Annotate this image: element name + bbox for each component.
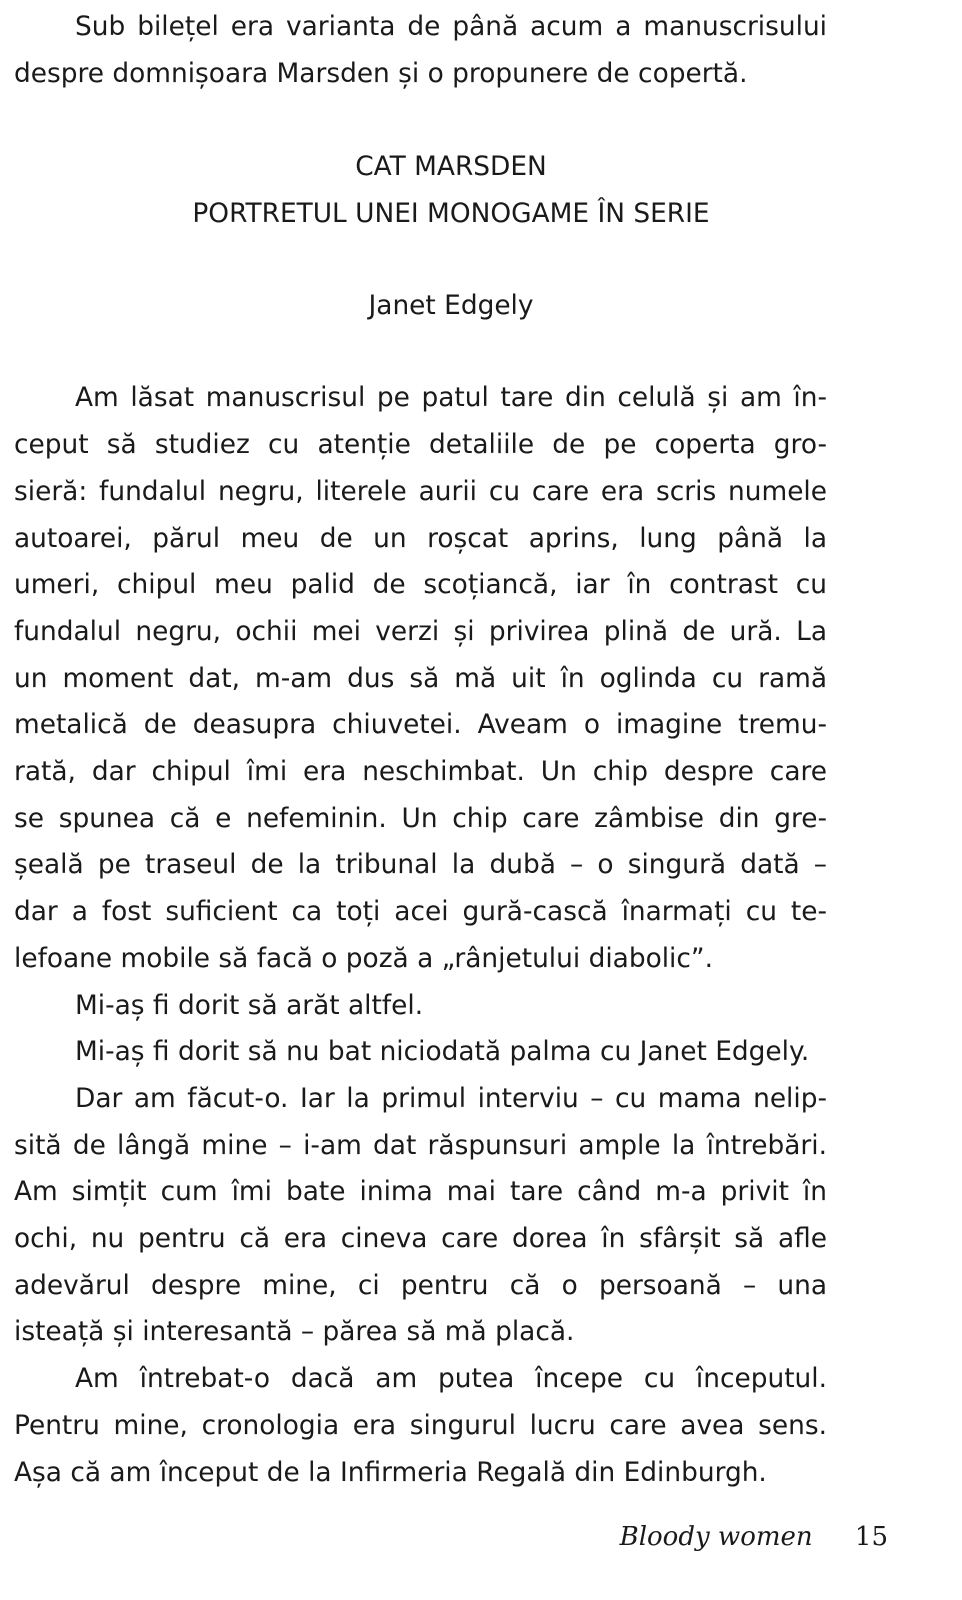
paragraph-beginning bbox=[14, 1356, 888, 1496]
text-line: Am simțit cum îmi bate inima mai tare când m-a privit în bbox=[14, 1176, 827, 1208]
text-line: metalică de deasupra chiuvetei. Aveam o imagine tremu- bbox=[14, 709, 827, 741]
text-line: adevărul despre mine, ci pentru că o persoană – una bbox=[14, 1269, 827, 1301]
text-line: Pentru mine, cronologia era singurul lucru care avea sens. bbox=[14, 1409, 827, 1441]
text-line: Dar am făcut-o. Iar la primul interviu – cu mama nelip- bbox=[75, 1082, 827, 1114]
title-line-1: CAT MARSDEN bbox=[355, 151, 547, 183]
text-line: Am lăsat manuscrisul pe patul tare din celulă și am în- bbox=[75, 382, 827, 414]
text-line: Am întrebat-o dacă am putea începe cu începutul. bbox=[75, 1363, 827, 1395]
text-line: rată, dar chipul îmi era neschimbat. Un chip despre care bbox=[14, 756, 827, 788]
page-number: 15 bbox=[854, 1522, 888, 1552]
running-title: Bloody women bbox=[619, 1522, 813, 1552]
paragraph-interview bbox=[14, 1076, 888, 1356]
text-line: sită de lângă mine – i-am dat răspunsuri ample la întrebări. bbox=[14, 1129, 827, 1161]
manuscript-title bbox=[14, 143, 888, 237]
text-line: isteață și interesantă – părea să mă placă. bbox=[14, 1316, 575, 1348]
text-line: Așa că am început de la Infirmeria Regală din Edinburgh. bbox=[14, 1456, 767, 1488]
text-line: umeri, chipul meu palid de scoțiancă, iar în contrast cu bbox=[14, 569, 827, 601]
title-line-2: PORTRETUL UNEI MONOGAME ÎN SERIE bbox=[192, 198, 710, 230]
text-line: ceput să studiez cu atenție detaliile de pe coperta gro- bbox=[14, 429, 827, 461]
text-line: dar a fost suficient ca toți acei gură-cască înarmați cu te- bbox=[14, 896, 827, 928]
text-line: fundalul negru, ochii mei verzi și privirea plină de ură. La bbox=[14, 615, 827, 647]
text-line: lefoane mobile să facă o poză a „rânjetului diabolic”. bbox=[14, 942, 713, 974]
text-line: șeală pe traseul de la tribunal la dubă – o singură dată – bbox=[14, 849, 827, 881]
text-line: se spunea că e nefeminin. Un chip care zâmbise din gre- bbox=[14, 802, 827, 834]
text-line: Mi-aș fi dorit să arăt altfel. bbox=[75, 989, 424, 1021]
text-line: un moment dat, m-am dus să mă uit în oglinda cu ramă bbox=[14, 662, 827, 694]
text-line: Sub bilețel era varianta de până acum a manuscrisului bbox=[75, 11, 827, 42]
page-footer bbox=[620, 1519, 888, 1555]
text-line: autoarei, părul meu de un roșcat aprins, lung până la bbox=[14, 522, 827, 554]
intro-paragraph bbox=[14, 4, 888, 97]
page-body bbox=[14, 4, 888, 1496]
paragraph-cover bbox=[14, 375, 888, 982]
paragraph-look-otherwise bbox=[14, 983, 888, 1030]
text-line: Mi-aș fi dorit să nu bat niciodată palma cu Janet Edgely. bbox=[75, 1036, 810, 1068]
text-line: ochi, nu pentru că era cineva care dorea în sfârșit să afle bbox=[14, 1223, 827, 1255]
paragraph-deal bbox=[14, 1029, 888, 1076]
manuscript-author: Janet Edgely bbox=[368, 290, 534, 322]
text-line: sieră: fundalul negru, literele aurii cu care era scris numele bbox=[14, 475, 827, 507]
text-line: despre domnișoara Marsden și o propunere de copertă. bbox=[14, 57, 748, 89]
